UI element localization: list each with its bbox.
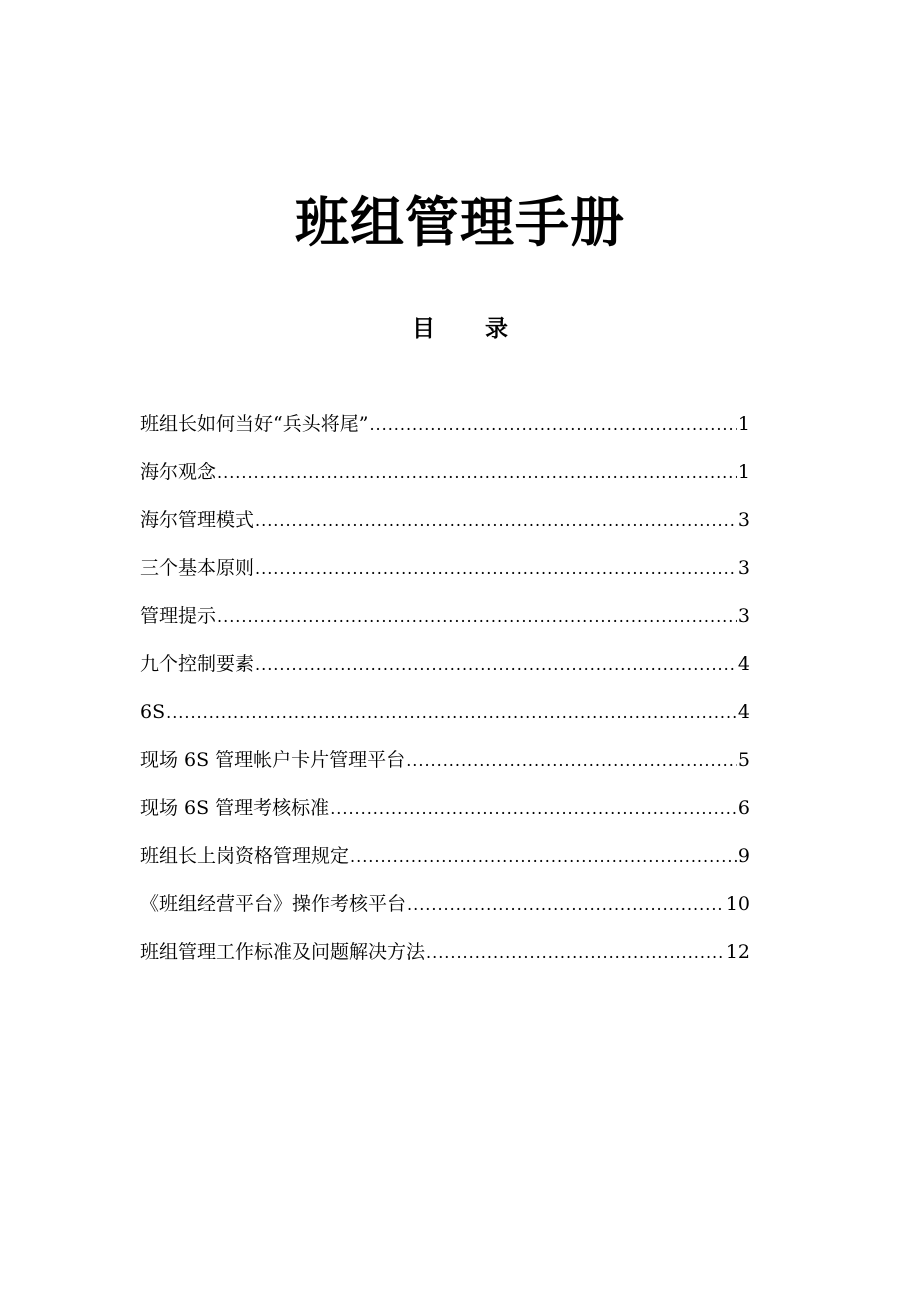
toc-dot-leader xyxy=(217,600,737,634)
toc-entry-page: 4 xyxy=(737,701,750,723)
toc-entry-label: 现场 6S 管理帐户卡片管理平台 xyxy=(140,749,406,771)
toc-entry[interactable] xyxy=(140,743,750,791)
toc-entry-label: 《班组经营平台》操作考核平台 xyxy=(140,893,407,915)
toc-entry-label: 海尔观念 xyxy=(140,461,217,483)
toc-dot-leader xyxy=(406,744,737,778)
toc-dot-leader xyxy=(407,888,725,922)
toc-entry[interactable] xyxy=(140,599,750,647)
toc-entry-page: 4 xyxy=(737,653,750,675)
toc-dot-leader xyxy=(350,840,737,874)
toc-entry[interactable] xyxy=(140,839,750,887)
toc-entry-page: 12 xyxy=(725,941,750,963)
toc-entry[interactable] xyxy=(140,647,750,695)
toc-entry[interactable] xyxy=(140,503,750,551)
toc-entry-label: 班组管理工作标准及问题解决方法 xyxy=(140,941,426,963)
toc-entry-label: 班组长如何当好“兵头将尾” xyxy=(140,413,369,435)
toc-entry-page: 6 xyxy=(737,797,750,819)
toc-entry-label: 现场 6S 管理考核标准 xyxy=(140,797,330,819)
toc-entry[interactable] xyxy=(140,407,750,455)
toc-entry-page: 1 xyxy=(737,413,750,435)
toc-entry-page: 1 xyxy=(737,461,750,483)
toc-heading-char-1: 目 xyxy=(412,315,435,342)
toc-dot-leader xyxy=(166,696,737,730)
toc-entry-page: 10 xyxy=(725,893,750,915)
toc-entry[interactable] xyxy=(140,935,750,983)
toc-entry[interactable] xyxy=(140,887,750,935)
table-of-contents xyxy=(140,407,750,983)
toc-entry-label: 海尔管理模式 xyxy=(140,509,255,531)
toc-entry-label: 6S xyxy=(140,701,166,723)
toc-dot-leader xyxy=(217,456,737,490)
toc-dot-leader xyxy=(426,936,725,970)
toc-dot-leader xyxy=(255,552,737,586)
toc-dot-leader xyxy=(255,648,737,682)
toc-entry[interactable] xyxy=(140,791,750,839)
toc-heading xyxy=(0,312,920,346)
toc-dot-leader xyxy=(369,408,736,442)
toc-entry[interactable] xyxy=(140,695,750,743)
toc-entry[interactable] xyxy=(140,551,750,599)
toc-heading-char-2: 录 xyxy=(485,315,508,342)
document-title: 班组管理手册 xyxy=(295,191,625,254)
toc-entry-label: 管理提示 xyxy=(140,605,217,627)
toc-entry-page: 5 xyxy=(737,749,750,771)
toc-entry-label: 三个基本原则 xyxy=(140,557,255,579)
toc-entry-page: 9 xyxy=(737,845,750,867)
toc-entry-label: 九个控制要素 xyxy=(140,653,255,675)
toc-dot-leader xyxy=(330,792,737,826)
toc-entry-page: 3 xyxy=(737,509,750,531)
toc-entry-page: 3 xyxy=(737,557,750,579)
toc-entry-page: 3 xyxy=(737,605,750,627)
toc-entry-label: 班组长上岗资格管理规定 xyxy=(140,845,350,867)
toc-entry[interactable] xyxy=(140,455,750,503)
toc-dot-leader xyxy=(255,504,737,538)
